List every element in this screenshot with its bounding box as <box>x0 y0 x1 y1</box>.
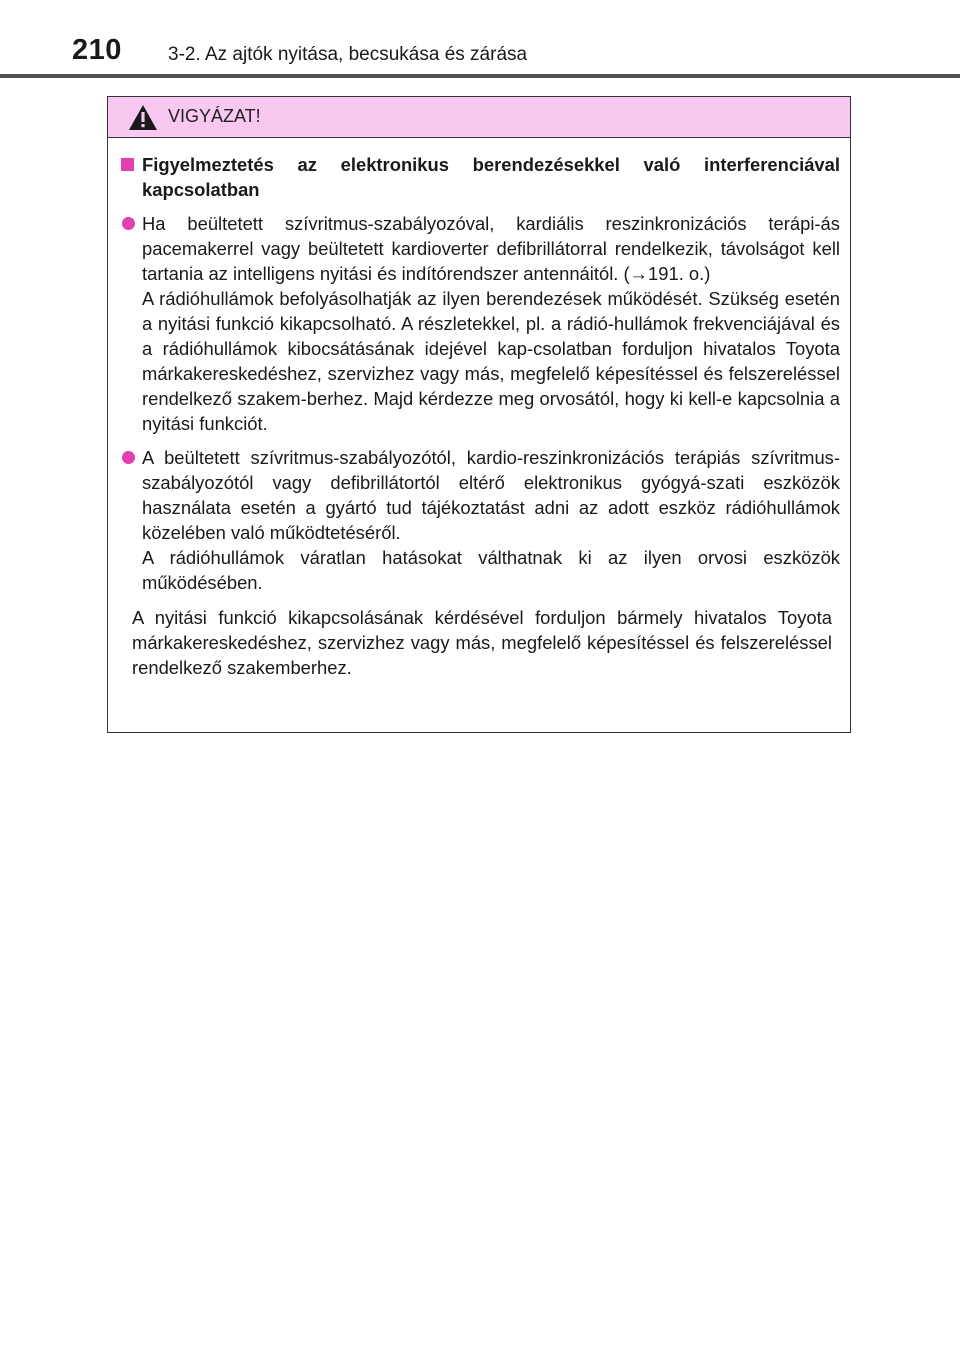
warning-body <box>108 138 850 680</box>
list-item <box>118 211 840 436</box>
dot-bullet-icon <box>122 451 135 464</box>
list-item <box>118 445 840 595</box>
page-header <box>0 0 960 80</box>
list-item-paragraph: Ha beültetett szívritmus-szabályozóval, kardiális reszinkronizációs terápi-ás pacemakerrel vagy beültetett kardioverter defibrillátorral rendelkezik, távolságot kell tartania az intelligens nyitási és indítórendszer antennáitól. (→191. o.) <box>142 213 840 284</box>
warning-box <box>107 96 851 733</box>
list-item-paragraph: A rádióhullámok befolyásolhatják az ilyen berendezések működését. Szükség esetén a nyitási funkció kikapcsolható. A részletekkel, pl. a rádió-hullámok frekvenciájával és a rádióhullámok kibocsátásának idejével kap-csolatban forduljon hivatalos Toyota márkakereskedéshez, szervizhez vagy más, megfelelő képesítéssel és felszereléssel rendelkező szakem-berhez. Majd kérdezze meg orvosától, hogy ki kell-e kapcsolnia a nyitási funkciót. <box>142 288 840 434</box>
warning-heading-text: Figyelmeztetés az elektronikus berendezésekkel való interferenciával kapcsolatban <box>142 154 840 200</box>
dot-bullet-icon <box>122 217 135 230</box>
list-item-paragraph: A beültetett szívritmus-szabályozótól, kardio-reszinkronizációs terápiás szívritmus-szabályozótól vagy defibrillátortól eltérő elektronikus gyógyá-szati eszközök használata esetén a gyártó tud tájékoztatást adni az adott eszköz rádióhullámok közelében való működtetéséről. <box>142 447 840 543</box>
warning-header <box>108 97 850 138</box>
header-rule <box>0 74 960 78</box>
square-bullet-icon <box>121 158 134 171</box>
warning-triangle-icon <box>128 104 158 131</box>
list-item-paragraph: A rádióhullámok váratlan hatásokat válthatnak ki az ilyen orvosi eszközök működésében. <box>142 547 840 593</box>
warning-label: VIGYÁZAT! <box>168 106 261 126</box>
warning-heading <box>118 152 840 202</box>
section-title: 3-2. Az ajtók nyitása, becsukása és zárása <box>168 44 528 65</box>
final-paragraph-text: A nyitási funkció kikapcsolásának kérdésével forduljon bármely hivatalos Toyota márkakereskedéshez, szervizhez vagy más, megfelelő képesítéssel és felszereléssel rendelkező szakemberhez. <box>132 607 832 678</box>
page-number: 210 <box>72 34 122 66</box>
final-paragraph <box>118 605 840 680</box>
